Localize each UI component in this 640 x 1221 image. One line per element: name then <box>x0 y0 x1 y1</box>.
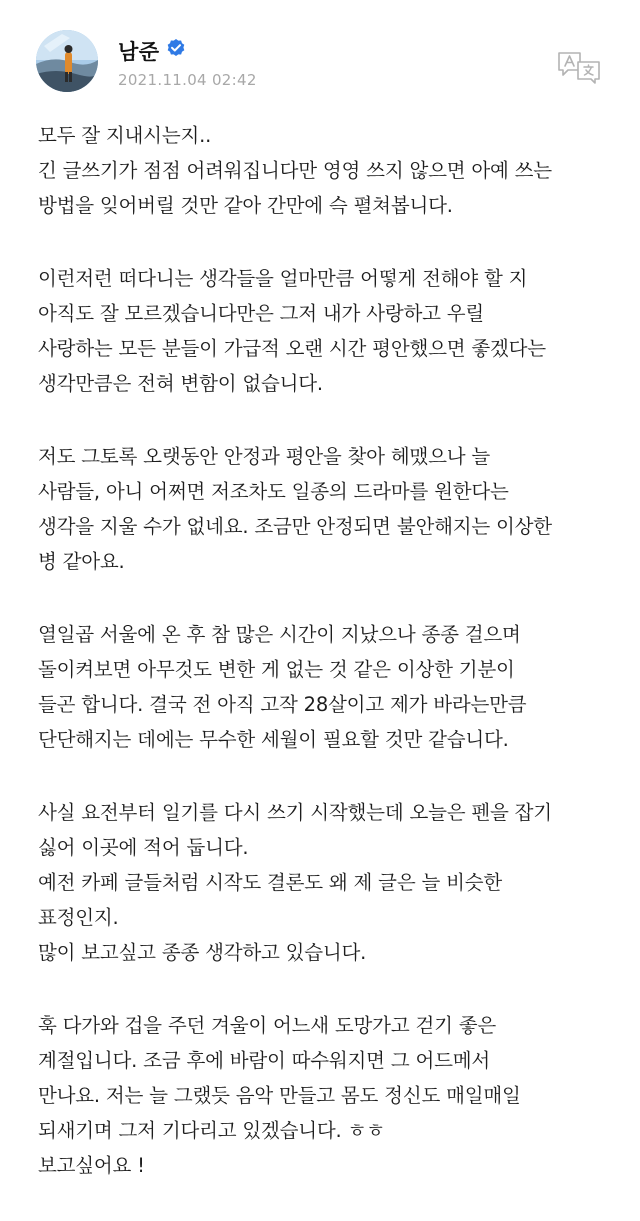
paragraph-4 <box>38 617 618 757</box>
text-line: 사실 요전부터 일기를 다시 쓰기 시작했는데 오늘은 펜을 잡기 <box>38 801 552 824</box>
paragraph-6 <box>38 1008 618 1183</box>
post-timestamp: 2021.11.04 02:42 <box>118 71 257 89</box>
paragraph-3 <box>38 439 618 579</box>
text-line: 아직도 잘 모르겠습니다만은 그저 내가 사랑하고 우릴 <box>38 302 485 325</box>
text-line: 열일곱 서울에 온 후 참 많은 시간이 지났으나 종종 걸으며 <box>38 623 521 646</box>
text-line: 저도 그토록 오랫동안 안정과 평안을 찾아 헤맸으나 늘 <box>38 445 491 468</box>
text-line: 표정인지. <box>38 906 119 929</box>
text-line: 들곤 합니다. 결국 전 아직 고작 28살이고 제가 바라는만큼 <box>38 693 527 716</box>
post-body <box>38 118 618 1221</box>
text-line: 되새기며 그저 기다리고 있겠습니다. ㅎㅎ <box>38 1119 385 1142</box>
avatar-photo-icon <box>36 30 98 92</box>
text-line: 이런저런 떠다니는 생각들을 얼마만큼 어떻게 전해야 할 지 <box>38 267 528 290</box>
text-line: 생각만큼은 전혀 변함이 없습니다. <box>38 372 323 395</box>
text-line: 모두 잘 지내시는지.. <box>38 124 212 147</box>
text-line: 많이 보고싶고 종종 생각하고 있습니다. <box>38 941 367 964</box>
text-line: 병 같아요. <box>38 550 125 573</box>
text-line: 돌이켜보면 아무것도 변한 게 없는 것 같은 이상한 기분이 <box>38 658 515 681</box>
avatar[interactable] <box>36 30 98 92</box>
text-line: 단단해지는 데에는 무수한 세월이 필요할 것만 같습니다. <box>38 728 509 751</box>
text-line: 만나요. 저는 늘 그랬듯 음악 만들고 몸도 정신도 매일매일 <box>38 1084 521 1107</box>
author-name[interactable]: 남준 <box>118 40 160 64</box>
translate-icon <box>556 50 602 84</box>
paragraph-2 <box>38 261 618 401</box>
text-line: 계절입니다. 조금 후에 바람이 따수워지면 그 어드메서 <box>38 1049 491 1072</box>
paragraph-5 <box>38 795 618 970</box>
text-line: 훅 다가와 겁을 주던 겨울이 어느새 도망가고 걷기 좋은 <box>38 1014 497 1037</box>
paragraph-1 <box>38 118 618 223</box>
text-line: 사랑하는 모든 분들이 가급적 오랜 시간 평안했으면 좋겠다는 <box>38 337 546 360</box>
text-line: 긴 글쓰기가 점점 어려워집니다만 영영 쓰지 않으면 아예 쓰는 <box>38 159 552 182</box>
verified-check-icon <box>166 38 186 58</box>
text-line: 싫어 이곳에 적어 둡니다. <box>38 836 249 859</box>
post-header <box>0 0 640 110</box>
text-line: 생각을 지울 수가 없네요. 조금만 안정되면 불안해지는 이상한 <box>38 515 552 538</box>
text-line: 보고싶어요 ! <box>38 1154 145 1177</box>
translate-button[interactable] <box>556 50 602 84</box>
text-line: 방법을 잊어버릴 것만 같아 간만에 슥 펼쳐봅니다. <box>38 194 453 217</box>
text-line: 사람들, 아니 어쩌면 저조차도 일종의 드라마를 원한다는 <box>38 480 509 503</box>
text-line: 예전 카페 글들처럼 시작도 결론도 왜 제 글은 늘 비슷한 <box>38 871 503 894</box>
